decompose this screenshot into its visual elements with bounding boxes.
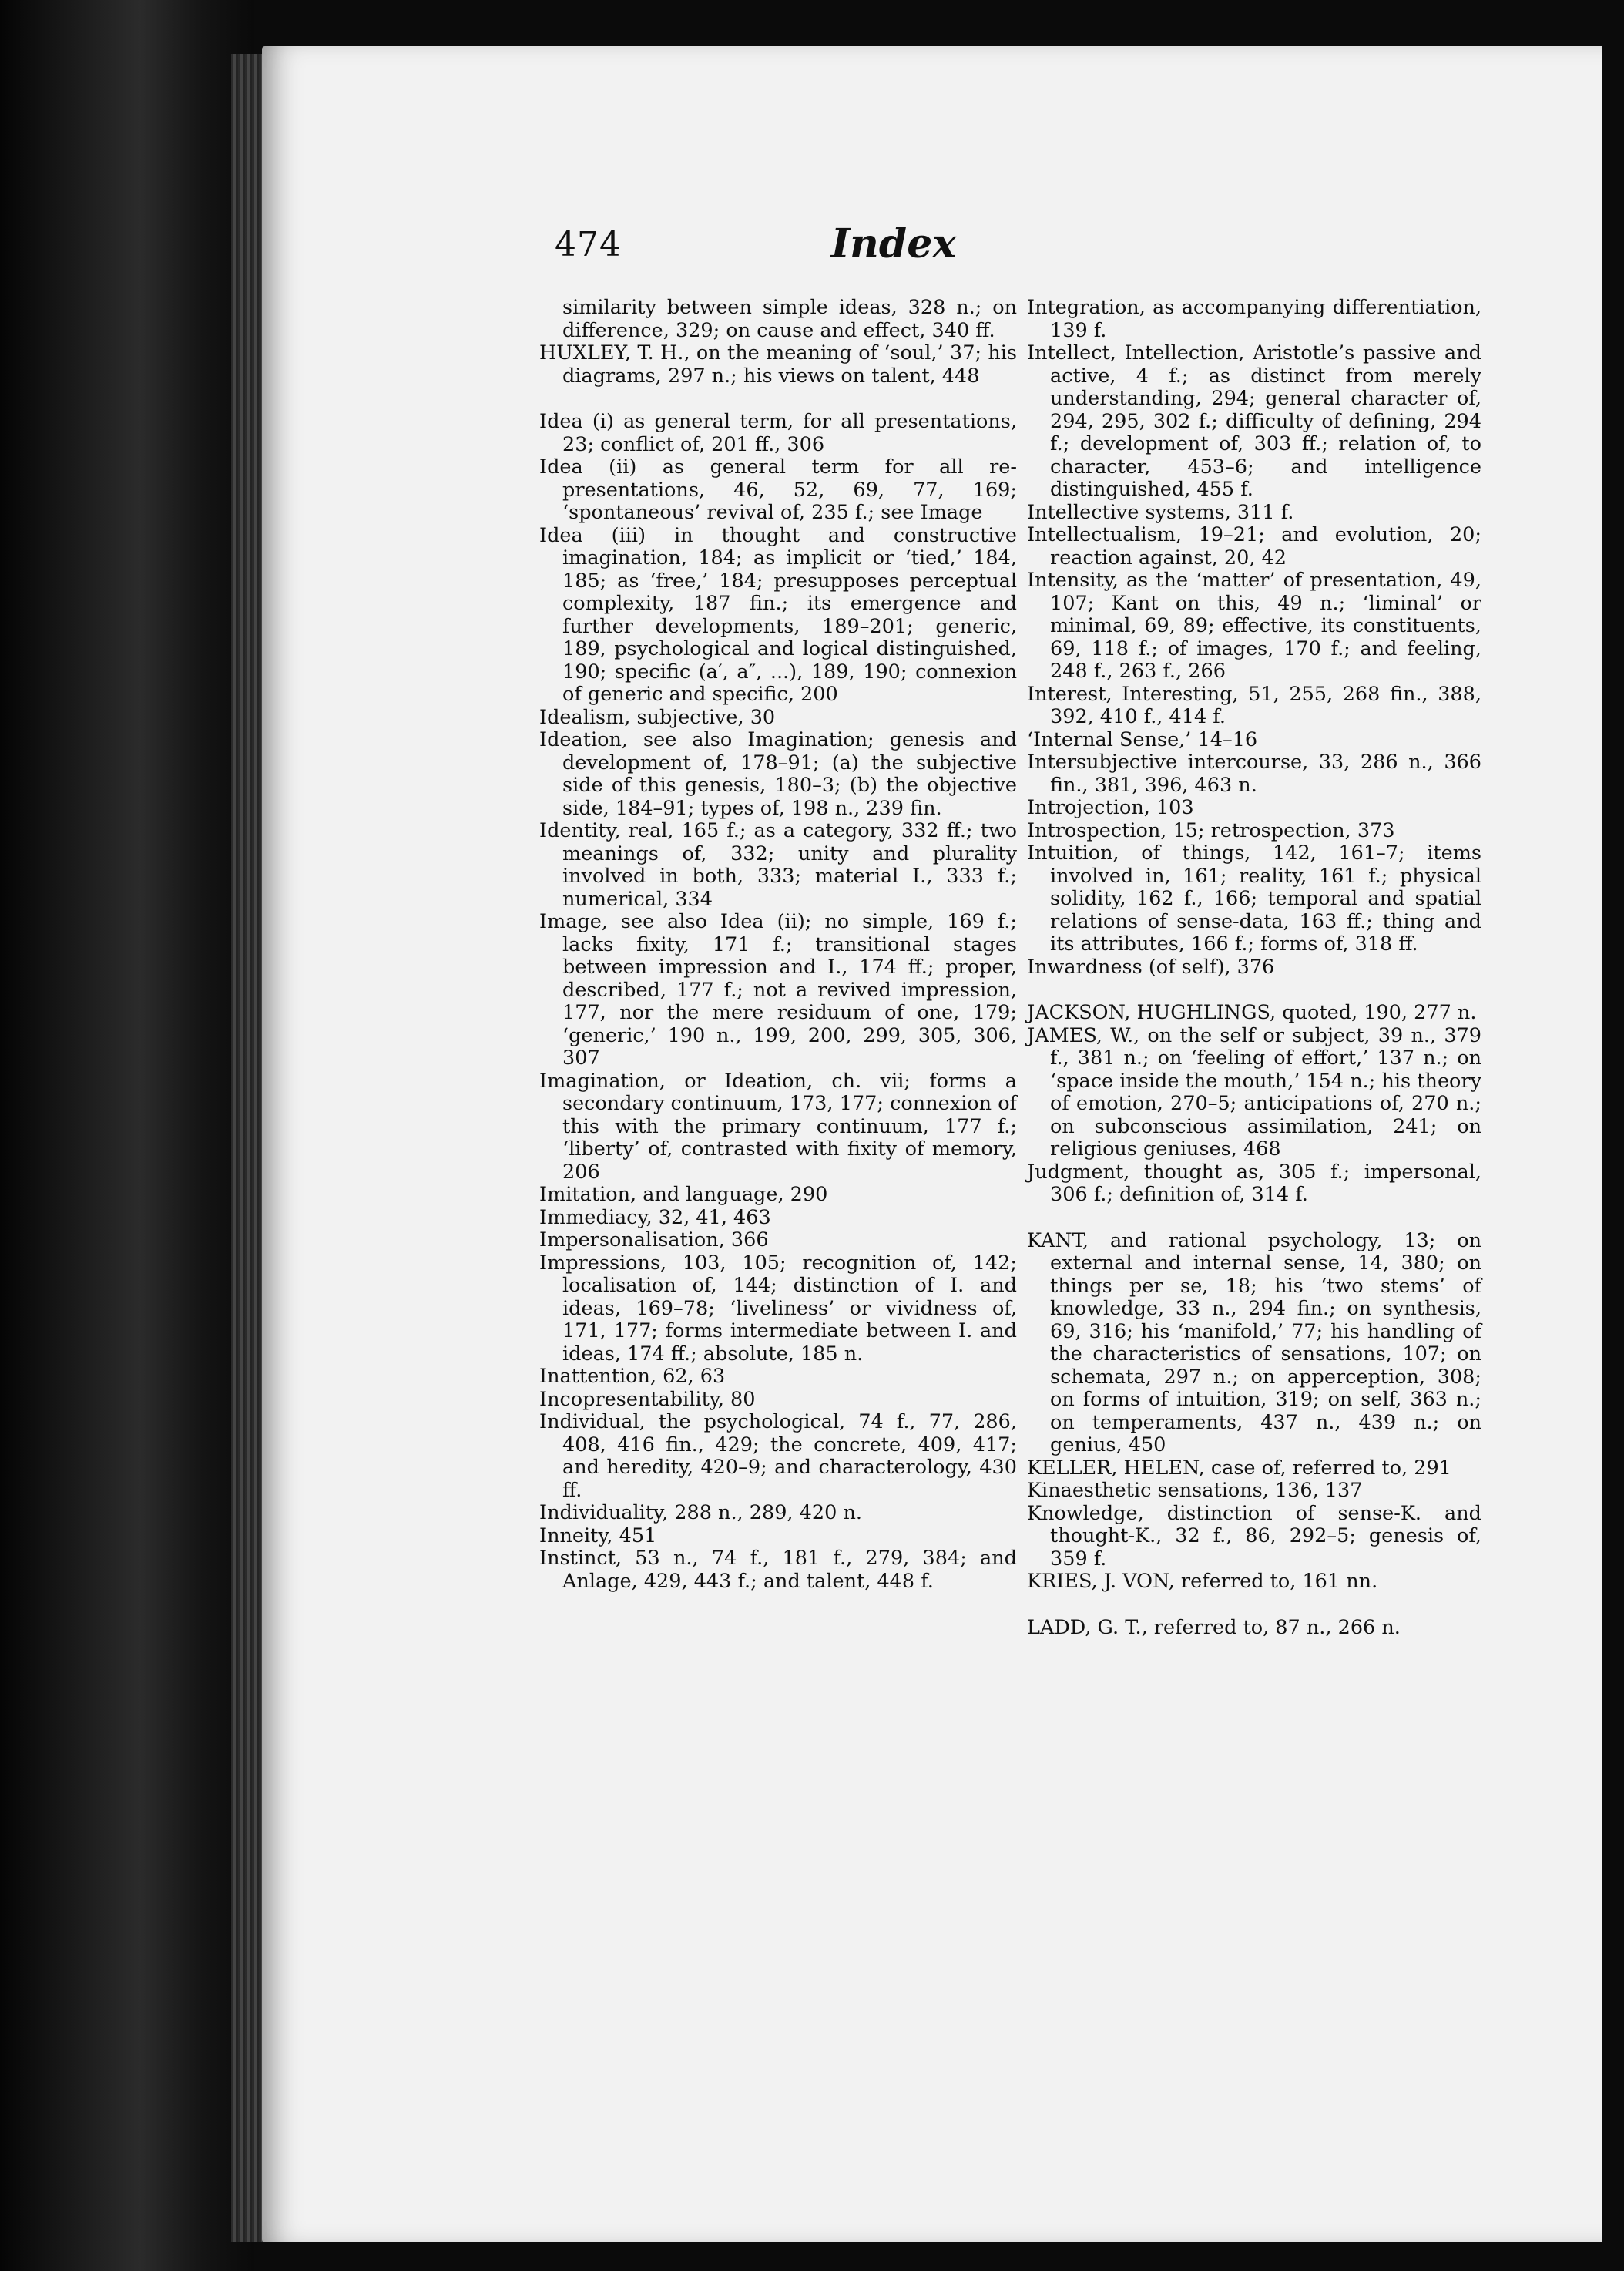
index-entry: Introjection, 103	[1027, 796, 1194, 819]
index-entry: similarity between simple ideas, 328 n.; on difference, 329; on cause and effect, 340 ff.	[562, 296, 1017, 342]
index-entry: Kinaesthetic sensations, 136, 137	[1027, 1479, 1363, 1502]
index-entry: Integration, as accompanying differentiation, 139 f.	[1027, 296, 1481, 342]
book-spine-edge	[0, 0, 254, 2271]
index-entry: KANT, and rational psychology, 13; on external and internal sense, 14, 380; on things per se, 18; his ‘two stems’ of knowledge, 33 n., 294 fin.; on synthesis, 69, 316; his ‘manifold,’ 77; his handling of the characteristics of sensations, 107; on schemata, 297 n.; on apperception, 308; on forms of intuition, 319; on self, 363 n.; on temperaments, 437 n., 439 n.; on genius, 450	[1027, 1228, 1481, 1456]
index-entry: Instinct, 53 n., 74 f., 181 f., 279, 384; and Anlage, 429, 443 f.; and talent, 448 f.	[539, 1547, 1017, 1593]
index-entry: Individual, the psychological, 74 f., 77, 286, 408, 416 fin., 429; the concrete, 409, 417; and heredity, 420–9; and characterology, 430 ff.	[539, 1410, 1017, 1502]
index-entry: Inattention, 62, 63	[539, 1365, 726, 1388]
index-entry: Idealism, subjective, 30	[539, 705, 776, 729]
index-entry: Intellective systems, 311 f.	[1027, 500, 1294, 524]
index-entry: Intuition, of things, 142, 161–7; items involved in, 161; reality, 161 f.; physical solidity, 162 f., 166; temporal and spatial relations of sense-data, 163 ff.; thing and its attributes, 166 f.; forms of, 318 ff.	[1027, 842, 1481, 956]
index-entry: Individuality, 288 n., 289, 420 n.	[539, 1501, 862, 1524]
index-entry: Inneity, 451	[539, 1524, 657, 1547]
index-entry: Intellect, Intellection, Aristotle’s passive and active, 4 f.; as distinct from merely understanding, 294; general character of, 294, 295, 302 f.; difficulty of defining, 294 f.; development of, 303 ff.; relation of, to character, 453–6; and intelligence distinguished, 455 f.	[1027, 341, 1481, 501]
index-entry: Intersubjective intercourse, 33, 286 n., 366 fin., 381, 396, 463 n.	[1027, 751, 1481, 797]
index-entry: Immediacy, 32, 41, 463	[539, 1205, 771, 1229]
index-entry: Imitation, and language, 290	[539, 1183, 828, 1206]
index-entry: KELLER, HELEN, case of, referred to, 291	[1027, 1456, 1451, 1480]
index-entry: Inwardness (of self), 376	[1027, 955, 1275, 979]
index-entry: Identity, real, 165 f.; as a category, 332 ff.; two meanings of, 332; unity and plurality involved in both, 333; material I., 333 f.; numerical, 334	[539, 819, 1017, 911]
index-entry: Impersonalisation, 366	[539, 1228, 769, 1251]
index-entry: Idea (iii) in thought and constructive imagination, 184; as implicit or ‘tied,’ 184, 185; as ‘free,’ 184; presupposes perceptual complexity, 187 fin.; its emergence and further developments, 189–201; generic, 189, psychological and logical distinguished, 190; specific (a′, a″, ...), 189, 190; connexion of generic and specific, 200	[539, 523, 1017, 706]
index-column-right	[1027, 297, 1481, 1639]
index-entry: KRIES, J. VON, referred to, 161 nn.	[1027, 1570, 1378, 1593]
index-entry: HUXLEY, T. H., on the meaning of ‘soul,’ 37; his diagrams, 297 n.; his views on talent, 448	[539, 341, 1017, 388]
index-entry: Intellectualism, 19–21; and evolution, 20; reaction against, 20, 42	[1027, 523, 1481, 569]
index-entry: ‘Internal Sense,’ 14–16	[1027, 727, 1258, 751]
index-entry: Idea (i) as general term, for all presentations, 23; conflict of, 201 ff., 306	[539, 410, 1017, 456]
running-head: Index	[830, 220, 957, 267]
index-entry: Judgment, thought as, 305 f.; impersonal, 306 f.; definition of, 314 f.	[1027, 1160, 1481, 1206]
page-header	[555, 220, 1079, 287]
index-entry: LADD, G. T., referred to, 87 n., 266 n.	[1027, 1615, 1401, 1639]
index-entry: Imagination, or Ideation, ch. vii; forms a secondary continuum, 173, 177; connexion of this with the primary continuum, 177 f.; ‘liberty’ of, contrasted with fixity of memory, 206	[539, 1069, 1017, 1184]
index-entry: Introspection, 15; retrospection, 373	[1027, 818, 1395, 842]
page-number: 474	[555, 225, 622, 264]
index-column-left	[539, 297, 1017, 1593]
index-entry: Intensity, as the ‘matter’ of presentation, 49, 107; Kant on this, 49 n.; ‘liminal’ or minimal, 69, 89; effective, its constituents, 69, 118 f.; of images, 170 f.; and feeling, 248 f., 263 f., 266	[1027, 569, 1481, 683]
index-entry: Ideation, see also Imagination; genesis and development of, 178–91; (a) the subjective side of this genesis, 180–3; (b) the objective side, 184–91; types of, 198 n., 239 fin.	[539, 728, 1017, 820]
index-entry: JACKSON, HUGHLINGS, quoted, 190, 277 n.	[1027, 1001, 1477, 1024]
index-entry: JAMES, W., on the self or subject, 39 n., 379 f., 381 n.; on ‘feeling of effort,’ 137 n.; on ‘space inside the mouth,’ 154 n.; his theory of emotion, 270–5; anticipations of, 270 n.; on subconscious assimilation, 241; on religious geniuses, 468	[1027, 1023, 1481, 1161]
index-entry: Interest, Interesting, 51, 255, 268 fin., 388, 392, 410 f., 414 f.	[1027, 682, 1481, 728]
index-entry: Impressions, 103, 105; recognition of, 142; localisation of, 144; distinction of I. and ideas, 169–78; ‘liveliness’ or vividness of, 171, 177; forms intermediate between I. and ideas, 174 ff.; absolute, 185 n.	[539, 1251, 1017, 1366]
index-entry: Incopresentability, 80	[539, 1387, 756, 1411]
index-entry: Idea (ii) as general term for all re-presentations, 46, 52, 69, 77, 169; ‘spontaneous’ revival of, 235 f.; see Image	[539, 455, 1017, 524]
index-entry: Image, see also Idea (ii); no simple, 169 f.; lacks fixity, 171 f.; transitional stages between impression and I., 174 ff.; proper, described, 177 f.; not a revived impression, 177, nor the mere residuum of one, 179; ‘generic,’ 190 n., 199, 200, 299, 305, 306, 307	[539, 910, 1017, 1070]
index-entry: Knowledge, distinction of sense-K. and thought-K., 32 f., 86, 292–5; genesis of, 359 f.	[1027, 1501, 1481, 1571]
